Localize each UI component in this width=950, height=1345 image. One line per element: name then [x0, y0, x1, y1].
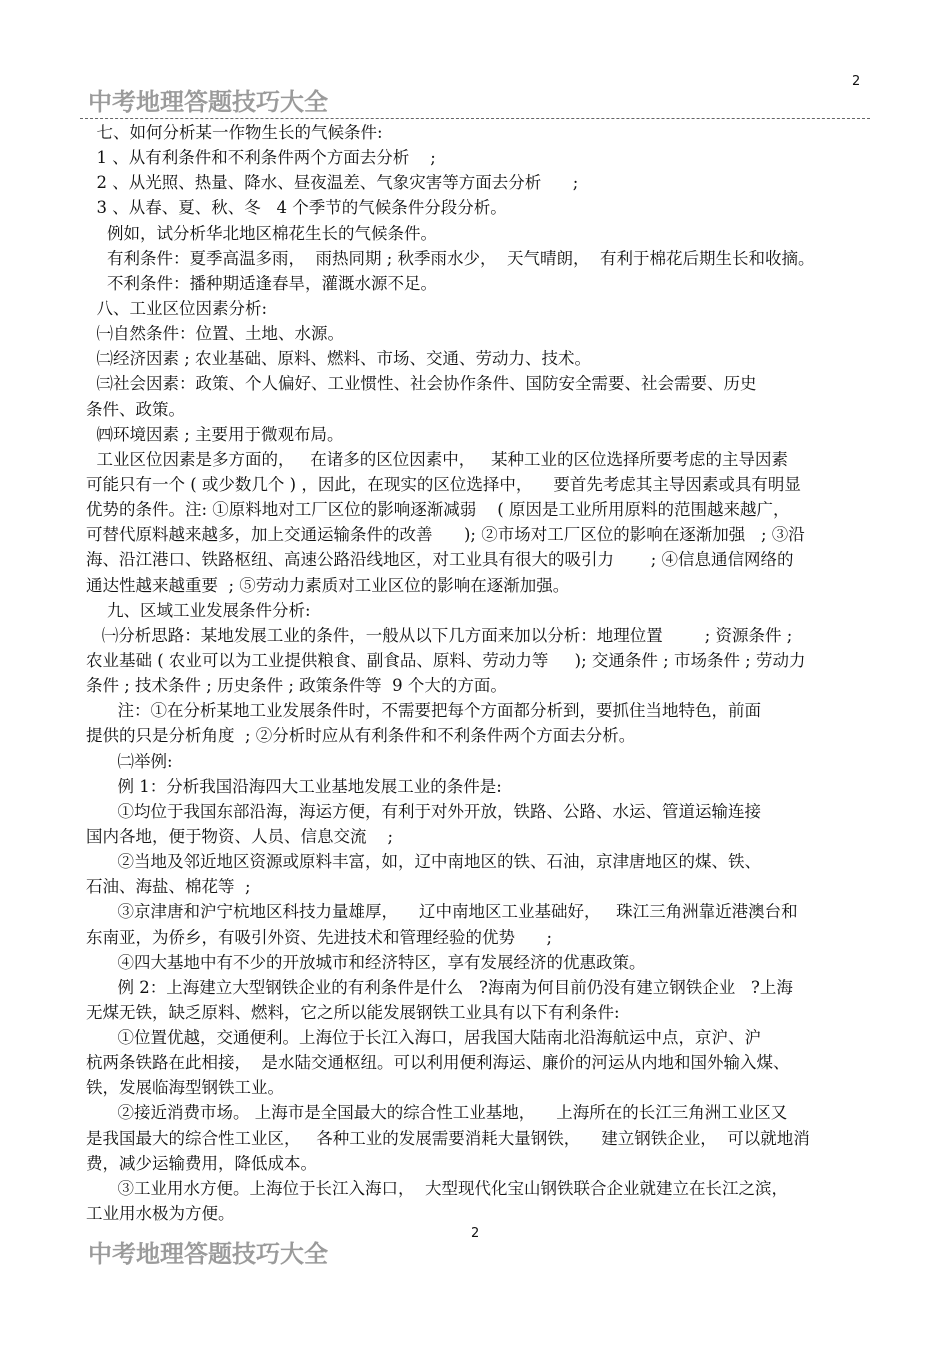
- text-line: 杭两条铁路在此相接， 是水陆交通枢纽。可以利用便利海运、廉价的河运从内地和国外输入煤、: [86, 1053, 790, 1073]
- footer-page-number: 2: [471, 1226, 480, 1241]
- text-line: 优势的条件。注: ①原料地对工厂区位的影响逐渐减弱 ( 原因是工业所用原料的范围越来越广，: [86, 500, 790, 520]
- text-line: ②接近消费市场。 上海市是全国最大的综合性工业基地， 上海所在的长江三角洲工业区又: [86, 1103, 788, 1123]
- text-line: 是我国最大的综合性工业区， 各种工业的发展需要消耗大量钢铁， 建立钢铁企业， 可以就地消: [86, 1128, 810, 1148]
- text-line: 工业用水极为方便。: [86, 1204, 235, 1224]
- text-line: ㈡举例:: [86, 751, 173, 771]
- text-line: 工业区位因素是多方面的， 在诸多的区位因素中， 某种工业的区位选择所要考虑的主导因素: [86, 449, 788, 469]
- text-line: 八、工业区位因素分析:: [86, 298, 268, 318]
- text-line: ㈡经济因素 ; 农业基础、原料、燃料、市场、交通、劳动力、技术。: [86, 349, 592, 369]
- header-title: 中考地理答题技巧大全: [88, 88, 328, 116]
- text-line: 可能只有一个 ( 或少数几个 ) ，因此，在现实的区位选择中， 要首先考虑其主导因素或具有明显: [86, 474, 801, 494]
- text-line: 有利条件：夏季高温多雨， 雨热同期 ; 秋季雨水少， 天气晴朗， 有利于棉花后期生长和收摘。: [86, 248, 815, 268]
- text-line: 东南亚，为侨乡，有吸引外资、先进技术和管理经验的优势 ;: [86, 927, 553, 947]
- header-page-number: 2: [852, 74, 861, 89]
- text-line: 提供的只是分析角度 ; ②分析时应从有利条件和不利条件两个方面去分析。: [86, 726, 636, 746]
- text-line: ㈣环境因素 ; 主要用于微观布局。: [86, 424, 344, 444]
- text-line: 无煤无铁，缺乏原料、燃料，它之所以能发展钢铁工业具有以下有利条件:: [86, 1002, 620, 1022]
- text-line: 铁，发展临海型钢铁工业。: [86, 1078, 284, 1098]
- text-line: 例 2：上海建立大型钢铁企业的有利条件是什么 ?海南为何目前仍没有建立钢铁企业 ?上海: [86, 977, 793, 997]
- text-line: ④四大基地中有不少的开放城市和经济特区，享有发展经济的优惠政策。: [86, 952, 646, 972]
- text-line: ③京津唐和沪宁杭地区科技力量雄厚， 辽中南地区工业基础好， 珠江三角洲靠近港澳台和: [86, 902, 798, 922]
- text-line: ①均位于我国东部沿海，海运方便，有利于对外开放，铁路、公路、水运、管道运输连接: [86, 801, 761, 821]
- text-line: 七、如何分析某一作物生长的气候条件:: [86, 123, 383, 142]
- text-line: 费，减少运输费用，降低成本。: [86, 1153, 317, 1173]
- text-line: 可替代原料越来越多，加上交通运输条件的改善 ); ②市场对工厂区位的影响在逐渐加强 ; ③沿: [86, 525, 805, 545]
- text-line: ㈢社会因素：政策、个人偏好、工业惯性、社会协作条件、国防安全需要、社会需要、历史: [86, 374, 757, 394]
- footer-title: 中考地理答题技巧大全: [88, 1240, 328, 1268]
- text-line: 海、沿江港口、铁路枢纽、高速公路沿线地区，对工业具有很大的吸引力 ; ④信息通信网络的: [86, 550, 794, 570]
- text-line: 通达性越来越重要 ; ⑤劳动力素质对工业区位的影响在逐渐加强。: [86, 575, 570, 595]
- text-line: 条件 ; 技术条件 ; 历史条件 ; 政策条件等 9 个大的方面。: [86, 676, 507, 696]
- text-line: 例如，试分析华北地区棉花生长的气候条件。: [86, 223, 437, 243]
- text-line: 例 1：分析我国沿海四大工业基地发展工业的条件是:: [86, 776, 502, 796]
- text-line: 2 、从光照、热量、降水、昼夜温差、气象灾害等方面去分析 ;: [86, 173, 579, 193]
- text-line: ①位置优越，交通便利。上海位于长江入海口，居我国大陆南北沿海航运中点，京沪、沪: [86, 1028, 761, 1048]
- text-line: ㈠分析思路：某地发展工业的条件，一般从以下几方面来加以分析：地理位置 ; 资源条件 ;: [86, 625, 793, 645]
- text-line: ㈠自然条件：位置、土地、水源。: [86, 324, 344, 344]
- text-line: ③工业用水方便。上海位于长江入海口， 大型现代化宝山钢铁联合企业就建立在长江之滨，: [86, 1178, 788, 1198]
- text-line: 1 、从有利条件和不利条件两个方面去分析 ;: [86, 148, 436, 168]
- text-line: 石油、海盐、棉花等 ;: [86, 877, 251, 897]
- document-body: [86, 120, 876, 1226]
- text-line: 条件、政策。: [86, 399, 185, 419]
- text-line: 不利条件：播种期适逢春旱，灌溉水源不足。: [86, 273, 437, 293]
- text-line: 农业基础 ( 农业可以为工业提供粮食、副食品、原料、劳动力等 ); 交通条件 ; 市场条件 ; 劳动力: [86, 650, 806, 670]
- text-line: 注：①在分析某地工业发展条件时，不需要把每个方面都分析到，要抓住当地特色，前面: [86, 701, 761, 721]
- text-line: 九、区域工业发展条件分析:: [86, 600, 311, 620]
- text-line: 国内各地，便于物资、人员、信息交流 ;: [86, 826, 394, 846]
- header-divider: [80, 118, 870, 119]
- text-line: 3 、从春、夏、秋、冬 4 个季节的气候条件分段分析。: [86, 198, 507, 218]
- text-line: ②当地及邻近地区资源或原料丰富，如，辽中南地区的铁、石油，京津唐地区的煤、铁、: [86, 852, 761, 872]
